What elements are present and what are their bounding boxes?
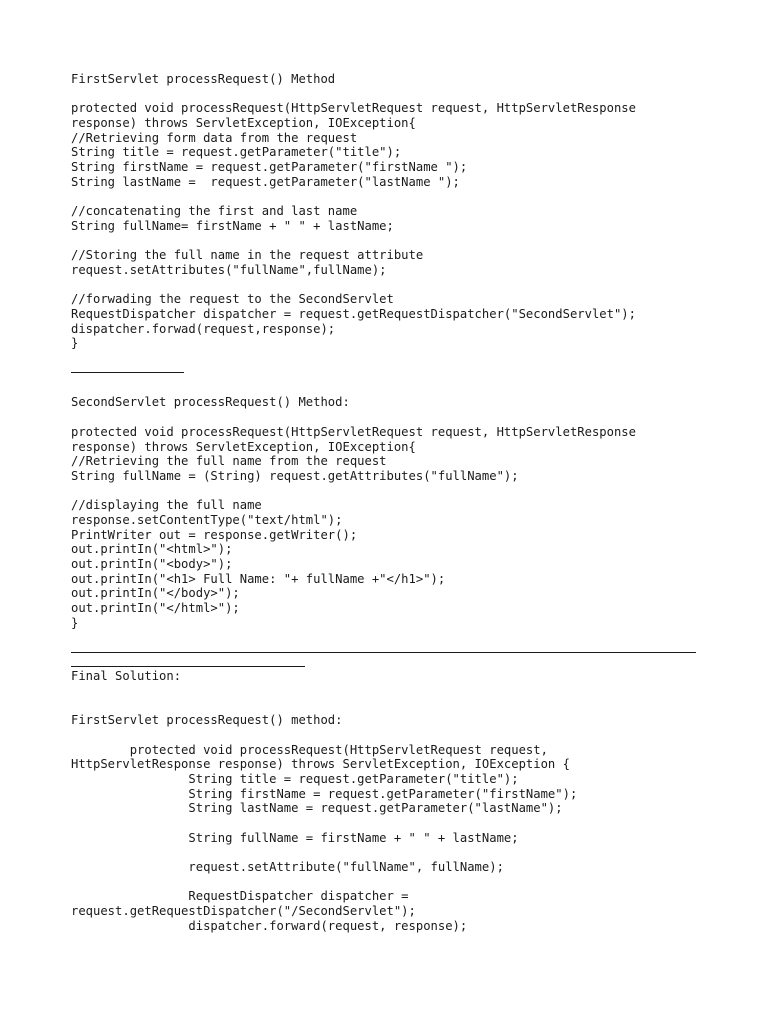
code-line: String title = request.getParameter("title");: [71, 145, 402, 160]
code-line: request.setAttribute("fullName", fullName);: [71, 860, 504, 875]
code-line: [71, 875, 711, 890]
code-line: [71, 816, 711, 831]
code-line: response) throws ServletException, IOException{: [71, 439, 416, 454]
document-page: [71, 72, 711, 934]
spacer: [71, 410, 711, 425]
separator-line-long: [71, 652, 696, 653]
separator-line-wrap: [71, 666, 305, 667]
code-line: //Storing the full name in the request attribute: [71, 248, 424, 263]
code-line: out.printIn("</body>");: [71, 586, 240, 601]
spacer: [71, 684, 711, 699]
code-line: String lastName = request.getParameter("lastName");: [71, 801, 563, 816]
code-line: String firstName = request.getParameter("firstName");: [71, 786, 578, 801]
code-line: String firstName = request.getParameter("firstName ");: [71, 160, 468, 175]
code-line: //Retrieving the full name from the request: [71, 454, 387, 469]
section3-heading: Final Solution:: [71, 669, 182, 684]
code-line: //concatenating the first and last name: [71, 204, 358, 219]
code-line: String fullName = (String) request.getAttributes("fullName");: [71, 468, 519, 483]
code-line: dispatcher.forward(request, response);: [71, 918, 468, 933]
spacer: [71, 699, 711, 714]
code-line: String fullName = firstName + " " + lastName;: [71, 830, 519, 845]
code-line: out.printIn("<h1> Full Name: "+ fullName +"</h1>");: [71, 571, 446, 586]
section3-code-block: [71, 743, 711, 934]
code-line: out.printIn("</html>");: [71, 601, 240, 616]
code-line: RequestDispatcher dispatcher = request.getRequestDispatcher("SecondServlet");: [71, 307, 636, 321]
code-line: String title = request.getParameter("title");: [71, 771, 519, 786]
spacer: [71, 381, 711, 396]
code-line: [71, 190, 711, 205]
section1-heading: FirstServlet processRequest() Method: [71, 72, 336, 86]
code-line: [71, 845, 711, 860]
code-line: response.setContentType("text/html");: [71, 512, 343, 527]
code-line: request.setAttributes("fullName",fullName);: [71, 262, 387, 277]
code-line: PrintWriter out = response.getWriter();: [71, 527, 358, 542]
code-line: out.printIn("<html>");: [71, 542, 233, 557]
spacer: [71, 728, 711, 743]
code-line: }: [71, 336, 79, 351]
code-line: [71, 484, 711, 499]
section2-heading: SecondServlet processRequest() Method:: [71, 395, 350, 410]
code-line: protected void processRequest(HttpServletRequest request, HttpServletResponse: [71, 101, 636, 116]
code-line: dispatcher.forwad(request,response);: [71, 321, 336, 336]
section2-code-block: [71, 425, 711, 631]
code-line: out.printIn("<body>");: [71, 557, 233, 571]
separator-line-short: [71, 372, 184, 373]
code-line: String lastName = request.getParameter("lastName ");: [71, 174, 460, 189]
code-line: //forwading the request to the SecondServlet: [71, 292, 394, 307]
spacer: [71, 351, 711, 366]
code-line: }: [71, 615, 79, 630]
spacer: [71, 630, 711, 645]
code-line: [71, 234, 711, 249]
code-line: request.getRequestDispatcher("/SecondServlet");: [71, 904, 416, 919]
section3-subheading: FirstServlet processRequest() method:: [71, 713, 343, 728]
code-line: [71, 278, 711, 293]
code-line: protected void processRequest(HttpServletRequest request,: [71, 742, 548, 757]
code-line: //displaying the full name: [71, 498, 262, 513]
section1-code-block: [71, 101, 711, 351]
spacer: [71, 87, 711, 102]
code-line: RequestDispatcher dispatcher =: [71, 889, 409, 904]
code-line: response) throws ServletException, IOException{: [71, 116, 416, 131]
code-line: //Retrieving form data from the request: [71, 130, 358, 145]
code-line: protected void processRequest(HttpServletRequest request, HttpServletResponse: [71, 424, 636, 439]
code-line: String fullName= firstName + " " + lastName;: [71, 218, 394, 233]
code-line: HttpServletResponse response) throws ServletException, IOException {: [71, 757, 570, 772]
